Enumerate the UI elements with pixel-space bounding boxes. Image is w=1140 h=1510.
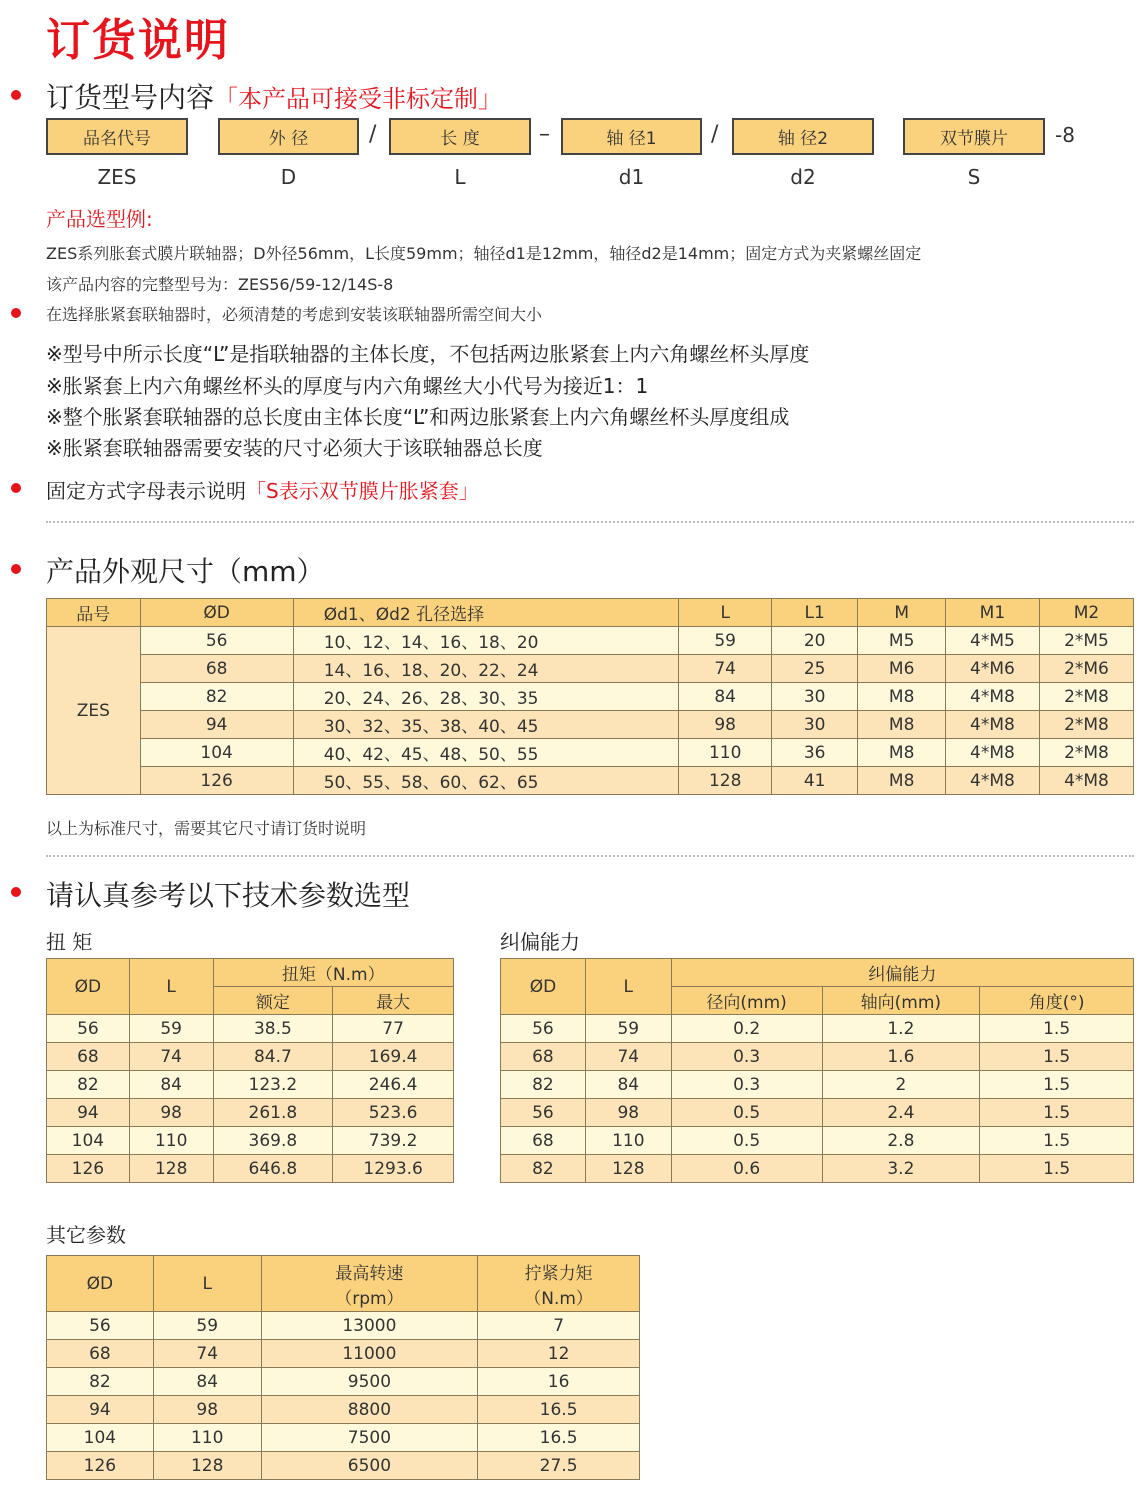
table-cell: 369.8	[213, 1127, 333, 1155]
code-value: d2	[790, 165, 816, 189]
header-cell: 纠偏能力	[671, 959, 1133, 987]
table-cell: 110	[153, 1424, 261, 1452]
table-row	[47, 1424, 640, 1452]
header-cell: L	[153, 1256, 261, 1312]
table-cell: 68	[47, 1043, 130, 1071]
table-row	[47, 767, 1134, 795]
table-row	[47, 1127, 454, 1155]
table-cell: 2.4	[822, 1099, 980, 1127]
code-value: d1	[618, 165, 645, 189]
order-code-heading-text: 订货型号内容	[46, 81, 215, 114]
table-cell: 1.5	[980, 1155, 1134, 1183]
table-row	[47, 683, 1134, 711]
bullet-icon	[11, 90, 21, 100]
table-header-row	[47, 1256, 640, 1312]
tighten-header: 拧紧力矩	[524, 1263, 593, 1284]
header-cell: 扭矩（N.m）	[213, 959, 453, 987]
table-cell: 110	[129, 1127, 213, 1155]
table-cell: 1.5	[980, 1099, 1134, 1127]
space-warning: 在选择胀紧套联轴器时，必须清楚的考虑到安装该联轴器所需空间大小	[46, 305, 543, 324]
table-cell: 9500	[261, 1368, 478, 1396]
table-cell: 20、24、26、28、30、35	[293, 683, 679, 711]
table-cell: 16	[478, 1368, 640, 1396]
dims-footnote: 以上为标准尺寸，需要其它尺寸请订货时说明	[46, 819, 367, 838]
torque-table	[46, 958, 454, 1183]
header-cell	[261, 1256, 478, 1312]
table-cell: 12	[478, 1340, 640, 1368]
table-cell: 84	[585, 1071, 671, 1099]
table-cell: 84	[679, 683, 772, 711]
header-cell: ØD	[140, 599, 293, 627]
table-cell: 128	[129, 1155, 213, 1183]
table-cell: 110	[585, 1127, 671, 1155]
code-box-type: 双节膜片	[903, 118, 1045, 155]
table-cell: 41	[771, 767, 857, 795]
table-cell: 30	[771, 683, 857, 711]
table-row	[47, 1043, 454, 1071]
divider	[46, 855, 1134, 857]
model-group-cell: ZES	[47, 627, 141, 795]
table-cell: 36	[771, 739, 857, 767]
table-cell: 2*M6	[1039, 655, 1133, 683]
table-cell: 169.4	[333, 1043, 454, 1071]
table-row	[501, 1043, 1134, 1071]
code-value: ZES	[97, 165, 137, 189]
table-cell: 2*M8	[1039, 683, 1133, 711]
table-row	[47, 1340, 640, 1368]
table-cell: 261.8	[213, 1099, 333, 1127]
bullet-icon	[11, 887, 21, 897]
table-header-row	[47, 599, 1134, 627]
bullet-icon	[11, 564, 21, 574]
table-cell: 104	[47, 1127, 130, 1155]
table-cell: 0.3	[671, 1043, 822, 1071]
table-cell: 68	[501, 1127, 586, 1155]
table-cell: M6	[858, 655, 946, 683]
example-line: ZES系列胀套式膜片联轴器；D外径56mm，L长度59mm；轴径d1是12mm，轴径d2是14mm；固定方式为夹紧螺丝固定	[46, 244, 922, 263]
table-cell: 25	[771, 655, 857, 683]
table-cell: 128	[585, 1155, 671, 1183]
tighten-unit: （N.m）	[524, 1288, 593, 1309]
table-cell: 123.2	[213, 1071, 333, 1099]
table-cell: 4*M8	[945, 767, 1039, 795]
table-cell: 30	[771, 711, 857, 739]
table-row	[47, 627, 1134, 655]
header-cell: ØD	[47, 959, 130, 1015]
table-cell: 246.4	[333, 1071, 454, 1099]
header-cell: 角度(°)	[980, 987, 1134, 1015]
table-header-row	[501, 959, 1134, 987]
table-row	[47, 655, 1134, 683]
table-cell: 27.5	[478, 1452, 640, 1480]
table-cell: 1.5	[980, 1127, 1134, 1155]
table-cell: 16.5	[478, 1424, 640, 1452]
table-cell: 74	[585, 1043, 671, 1071]
note-line: ※胀紧套联轴器需要安装的尺寸必须大于该联轴器总长度	[46, 436, 543, 460]
code-box-bore2: 轴 径2	[732, 118, 874, 155]
table-cell: 56	[47, 1312, 154, 1340]
table-cell: 128	[679, 767, 772, 795]
code-box-product: 品名代号	[46, 118, 188, 155]
table-cell: 4*M8	[945, 711, 1039, 739]
bullet-icon	[11, 483, 21, 493]
table-cell: 56	[140, 627, 293, 655]
page-title: 订货说明	[46, 15, 230, 66]
table-cell: M8	[858, 767, 946, 795]
table-cell: 1.5	[980, 1071, 1134, 1099]
table-cell: 74	[153, 1340, 261, 1368]
table-cell: M5	[858, 627, 946, 655]
table-cell: 82	[140, 683, 293, 711]
note-line: ※整个胀紧套联轴器的总长度由主体长度“L”和两边胀紧套上内六角螺丝杯头厚度组成	[46, 405, 790, 429]
table-row	[47, 1155, 454, 1183]
table-cell: 1.5	[980, 1043, 1134, 1071]
table-row	[47, 1368, 640, 1396]
table-row	[501, 1099, 1134, 1127]
table-cell: 68	[501, 1043, 586, 1071]
table-cell: 4*M8	[1039, 767, 1133, 795]
code-separator: /	[711, 122, 719, 147]
table-cell: 739.2	[333, 1127, 454, 1155]
table-cell: 2*M8	[1039, 739, 1133, 767]
code-box-bore1: 轴 径1	[561, 118, 702, 155]
table-row	[47, 711, 1134, 739]
header-cell: 轴向(mm)	[822, 987, 980, 1015]
code-value: L	[454, 165, 466, 189]
table-row	[501, 1155, 1134, 1183]
table-cell: 40、42、45、48、50、55	[293, 739, 679, 767]
table-cell: 2	[822, 1071, 980, 1099]
table-cell: 4*M5	[945, 627, 1039, 655]
table-cell: 77	[333, 1015, 454, 1043]
header-cell: 径向(mm)	[671, 987, 822, 1015]
header-cell: 品号	[47, 599, 141, 627]
table-cell: 2.8	[822, 1127, 980, 1155]
table-cell: 59	[679, 627, 772, 655]
table-cell: 56	[47, 1015, 130, 1043]
note-line: ※型号中所示长度“L”是指联轴器的主体长度，不包括两边胀紧套上内六角螺丝杯头厚度	[46, 342, 810, 366]
table-row	[501, 1015, 1134, 1043]
code-box-length: 长 度	[389, 118, 531, 155]
header-cell: Ød1、Ød2 孔径选择	[293, 599, 679, 627]
table-cell: 59	[585, 1015, 671, 1043]
table-cell: 0.5	[671, 1127, 822, 1155]
header-cell: L	[585, 959, 671, 1015]
table-cell: 82	[47, 1071, 130, 1099]
header-cell: ØD	[47, 1256, 154, 1312]
table-cell: 82	[501, 1155, 586, 1183]
divider	[46, 521, 1134, 523]
header-cell: L	[679, 599, 772, 627]
table-cell: 98	[679, 711, 772, 739]
table-cell: 10、12、14、16、18、20	[293, 627, 679, 655]
torque-title: 扭 矩	[46, 930, 93, 954]
code-value: D	[280, 165, 297, 189]
custom-note: 「本产品可接受非标定制」	[214, 85, 503, 113]
table-cell: 94	[47, 1099, 130, 1127]
example-title: 产品选型例:	[46, 207, 153, 231]
table-cell: 126	[47, 1452, 154, 1480]
example-model: 该产品内容的完整型号为：ZES56/59-12/14S-8	[46, 275, 394, 294]
table-cell: 16.5	[478, 1396, 640, 1424]
table-cell: 20	[771, 627, 857, 655]
table-cell: 523.6	[333, 1099, 454, 1127]
table-cell: 4*M8	[945, 739, 1039, 767]
header-cell: 额定	[213, 987, 333, 1015]
table-cell: 14、16、18、20、22、24	[293, 655, 679, 683]
table-cell: 110	[679, 739, 772, 767]
table-cell: 98	[129, 1099, 213, 1127]
header-cell: L	[129, 959, 213, 1015]
table-cell: 94	[47, 1396, 154, 1424]
table-cell: 0.6	[671, 1155, 822, 1183]
header-cell: M	[858, 599, 946, 627]
table-row	[47, 1099, 454, 1127]
table-header-row	[47, 959, 454, 987]
table-cell: 646.8	[213, 1155, 333, 1183]
table-cell: 68	[140, 655, 293, 683]
table-cell: 98	[585, 1099, 671, 1127]
table-cell: 98	[153, 1396, 261, 1424]
table-row	[47, 739, 1134, 767]
header-cell: 最大	[333, 987, 454, 1015]
tech-params-heading: 请认真参考以下技术参数选型	[46, 879, 411, 912]
table-row	[47, 1015, 454, 1043]
table-row	[47, 1312, 640, 1340]
table-row	[47, 1396, 640, 1424]
table-cell: 126	[47, 1155, 130, 1183]
fix-method-note: 「S表示双节膜片胀紧套」	[246, 479, 479, 503]
table-cell: 0.5	[671, 1099, 822, 1127]
table-row	[47, 1452, 640, 1480]
table-cell: 94	[140, 711, 293, 739]
table-cell: 59	[129, 1015, 213, 1043]
other-params-title: 其它参数	[46, 1223, 126, 1247]
table-row	[501, 1071, 1134, 1099]
table-cell: 1293.6	[333, 1155, 454, 1183]
header-cell: M1	[945, 599, 1039, 627]
other-params-table	[46, 1255, 640, 1480]
table-cell: 8800	[261, 1396, 478, 1424]
fix-method-heading	[46, 475, 479, 504]
table-row	[47, 1071, 454, 1099]
code-separator: –	[539, 122, 550, 147]
table-cell: 68	[47, 1340, 154, 1368]
table-cell: 6500	[261, 1452, 478, 1480]
table-cell: M8	[858, 683, 946, 711]
order-code-heading	[46, 76, 502, 116]
note-line: ※胀紧套上内六角螺丝杯头的厚度与内六角螺丝大小代号为接近1：1	[46, 374, 649, 398]
speed-header: 最高转速	[335, 1263, 404, 1284]
table-cell: 84	[129, 1071, 213, 1099]
table-cell: 126	[140, 767, 293, 795]
table-cell: 59	[153, 1312, 261, 1340]
code-value: S	[967, 165, 981, 189]
table-cell: 0.2	[671, 1015, 822, 1043]
dims-heading: 产品外观尺寸（mm）	[46, 555, 325, 588]
table-cell: 82	[501, 1071, 586, 1099]
misalignment-table	[500, 958, 1134, 1183]
table-cell: 56	[501, 1015, 586, 1043]
code-suffix: -8	[1055, 123, 1075, 147]
table-cell: 1.5	[980, 1015, 1134, 1043]
fix-method-text: 固定方式字母表示说明	[46, 479, 246, 503]
table-cell: M8	[858, 711, 946, 739]
table-cell: 1.2	[822, 1015, 980, 1043]
table-cell: 11000	[261, 1340, 478, 1368]
table-cell: 0.3	[671, 1071, 822, 1099]
table-cell: 104	[47, 1424, 154, 1452]
table-cell: 82	[47, 1368, 154, 1396]
table-row	[501, 1127, 1134, 1155]
table-cell: 1.6	[822, 1043, 980, 1071]
table-cell: 84	[153, 1368, 261, 1396]
header-cell: L1	[771, 599, 857, 627]
table-cell: 56	[501, 1099, 586, 1127]
speed-unit: （rpm）	[335, 1288, 404, 1309]
table-cell: 104	[140, 739, 293, 767]
table-cell: 4*M6	[945, 655, 1039, 683]
misalignment-title: 纠偏能力	[500, 930, 580, 954]
header-cell	[478, 1256, 640, 1312]
header-cell: ØD	[501, 959, 586, 1015]
table-cell: 38.5	[213, 1015, 333, 1043]
header-cell: M2	[1039, 599, 1133, 627]
code-box-od: 外 径	[218, 118, 359, 155]
bullet-icon	[11, 308, 21, 318]
code-separator: /	[369, 122, 377, 147]
table-cell: 7500	[261, 1424, 478, 1452]
table-cell: 84.7	[213, 1043, 333, 1071]
table-cell: M8	[858, 739, 946, 767]
table-cell: 3.2	[822, 1155, 980, 1183]
table-cell: 7	[478, 1312, 640, 1340]
table-cell: 74	[679, 655, 772, 683]
table-cell: 2*M5	[1039, 627, 1133, 655]
table-cell: 4*M8	[945, 683, 1039, 711]
table-cell: 128	[153, 1452, 261, 1480]
table-cell: 50、55、58、60、62、65	[293, 767, 679, 795]
table-cell: 2*M8	[1039, 711, 1133, 739]
table-cell: 30、32、35、38、40、45	[293, 711, 679, 739]
table-cell: 13000	[261, 1312, 478, 1340]
dimensions-table	[46, 598, 1134, 795]
table-cell: 74	[129, 1043, 213, 1071]
